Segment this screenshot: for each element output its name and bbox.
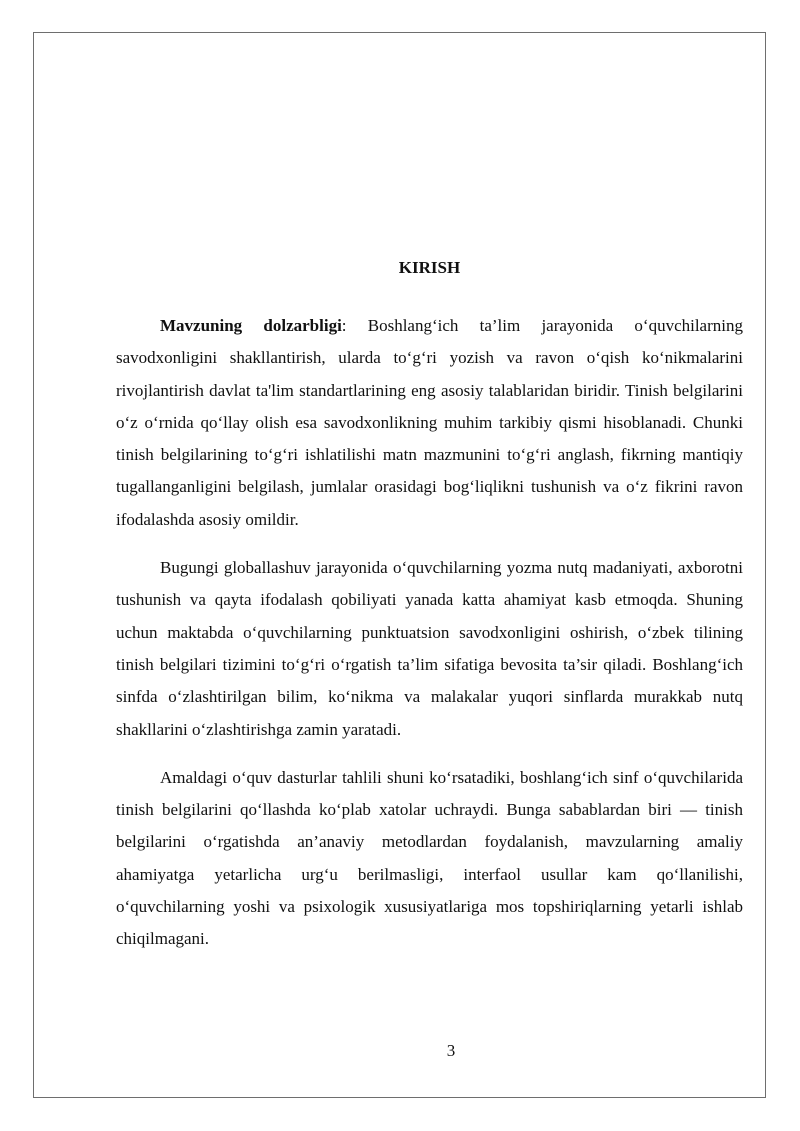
paragraph-relevance [116, 310, 743, 536]
page-content [116, 256, 743, 972]
paragraph-lead: Mavzuning dolzarbligi [160, 316, 342, 335]
page-number: 3 [446, 1041, 456, 1060]
paragraph-text: : Boshlang‘ich ta’lim jarayonida o‘quvchilarning savodxonligini shakllantirish, ularda to‘g‘ri yozish va ravon o‘qish ko‘nikmalarini rivojlantirish davlat ta'lim standartlarining eng asosiy talablaridan biridir. Tinish belgilarini o‘z o‘rnida qo‘llay olish esa savodxonlikning muhim tarkibiy qismi hisoblanadi. Chunki tinish belgilarining to‘g‘ri ishlatilishi matn mazmunini to‘g‘ri anglash, fikrning mantiqiy tugallanganligini belgilash, jumlalar orasidagi bog‘liqlikni tushunish va o‘z fikrini ravon ifodalashda asosiy omildir. [116, 316, 743, 529]
section-title: KIRISH [398, 258, 461, 277]
paragraph-globalization: Bugungi globallashuv jarayonida o‘quvchilarning yozma nutq madaniyati, axborotni tushunish va qayta ifodalash qobiliyati yanada katta ahamiyat kasb etmoqda. Shuning uchun maktabda o‘quvchilarning punktuatsion savodxonligini oshirish, o‘zbek tilining tinish belgilari tizimini to‘g‘ri o‘rgatish ta’lim sifatiga bevosita ta’sir qiladi. Boshlang‘ich sinfda o‘zlashtirilgan bilim, ko‘nikma va malakalar yuqori sinflarda murakkab nutq shakllarini o‘zlashtirishga zamin yaratadi. [116, 558, 743, 739]
paragraph-analysis: Amaldagi o‘quv dasturlar tahlili shuni ko‘rsatadiki, boshlang‘ich sinf o‘quvchilarida tinish belgilarini qo‘llashda ko‘plab xatolar uchraydi. Bunga sabablardan biri — tinish belgilarini o‘rgatishda an’anaviy metodlardan foydalanish, mavzularning amaliy ahamiyatga yetarlicha urg‘u berilmasligi, interfaol usullar kam qo‘llanilishi, o‘quvchilarning yoshi va psixologik xususiyatlariga mos topshiriqlarning yetarli ishlab chiqilmagani. [116, 767, 743, 949]
